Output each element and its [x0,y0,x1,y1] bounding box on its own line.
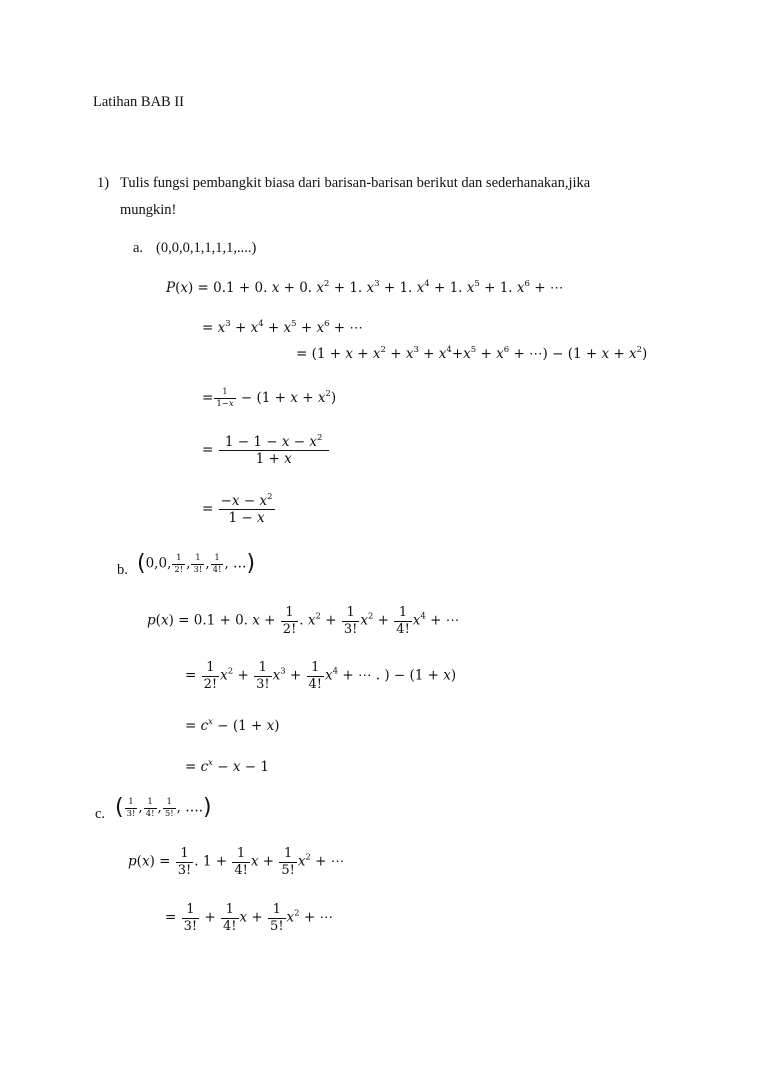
part-c-eq1: p(x) = $\frac{1}{3!}$ . 1 + $\frac{1}{4!}$ x + $\frac{1}{5!}$ $x^2$ + ⋯ [128,846,345,878]
part-a-eq5: = $\frac{1 - 1 - x - x^2}{1 + x}$ [202,435,330,466]
part-a-eq1: P(x) = 0.1 + 0. x + 0. $x^2 + 1$. $x^3 + 1$. $x^4 + 1$. $x^5 + 1$. $x^6$ + ⋯ [166,279,564,296]
page-title: Latihan BAB II [93,94,185,110]
part-b-eq1: p(x) = 0.1 + 0. x + $\frac{1}{2!}$ . $x^2$ + $\frac{1}{3!}$ $x^2$ + $\frac{1}{4!}$ $x^4$ + ⋯ [147,605,460,637]
part-b-eq3: = $c^x - (1 + x)$ [185,717,280,734]
part-c-sequence: ( $\frac{1}{3!}$ , $\frac{1}{4!}$ , $\frac{1}{5!}$ , ….) [115,795,212,820]
part-c-eq2: = $\frac{1}{3!}$ + $\frac{1}{4!}$ x + $\frac{1}{5!}$ $x^2$ + ⋯ [165,902,333,934]
part-a-sequence: (0,0,0,1,1,1,1,....) [156,240,257,256]
question-number: 1) [97,175,110,191]
part-a-eq4: = $\frac{1}{1-x}$ − $(1 + x + x^2)$ [202,387,337,409]
part-a-eq6: = $\frac{-x - x^2}{1 - x}$ [202,492,273,527]
part-b-label: b. [117,562,128,578]
part-b-eq2: = $\frac{1}{2!}$ $x^2$ + $\frac{1}{3!}$ $x^3$ + $\frac{1}{4!}$ $x^4$ + ⋯ . ) − (1 + x) [185,660,457,692]
part-b-sequence: (0,0, $\frac{1}{2!}$ , $\frac{1}{3!}$ , $\frac{1}{4!}$ , …) [137,551,256,576]
question-text-line1: Tulis fungsi pembangkit biasa dari barisan-barisan berikut dan sederhanakan,jika [120,175,591,191]
part-a-label: a. [133,240,144,256]
part-c-label: c. [95,806,106,822]
part-b-eq4: = $c^x - x - 1$ [185,758,269,775]
part-a-eq2: = $x^3 + x^4 + x^5 + x^6$ + ⋯ [202,319,363,336]
part-a-eq3: = ($1 + x + x^2 + x^3 + x^4+x^5 + x^6$ + ⋯) − $(1 + x + x^2)$ [296,345,648,362]
question-text-line2: mungkin! [120,202,177,218]
